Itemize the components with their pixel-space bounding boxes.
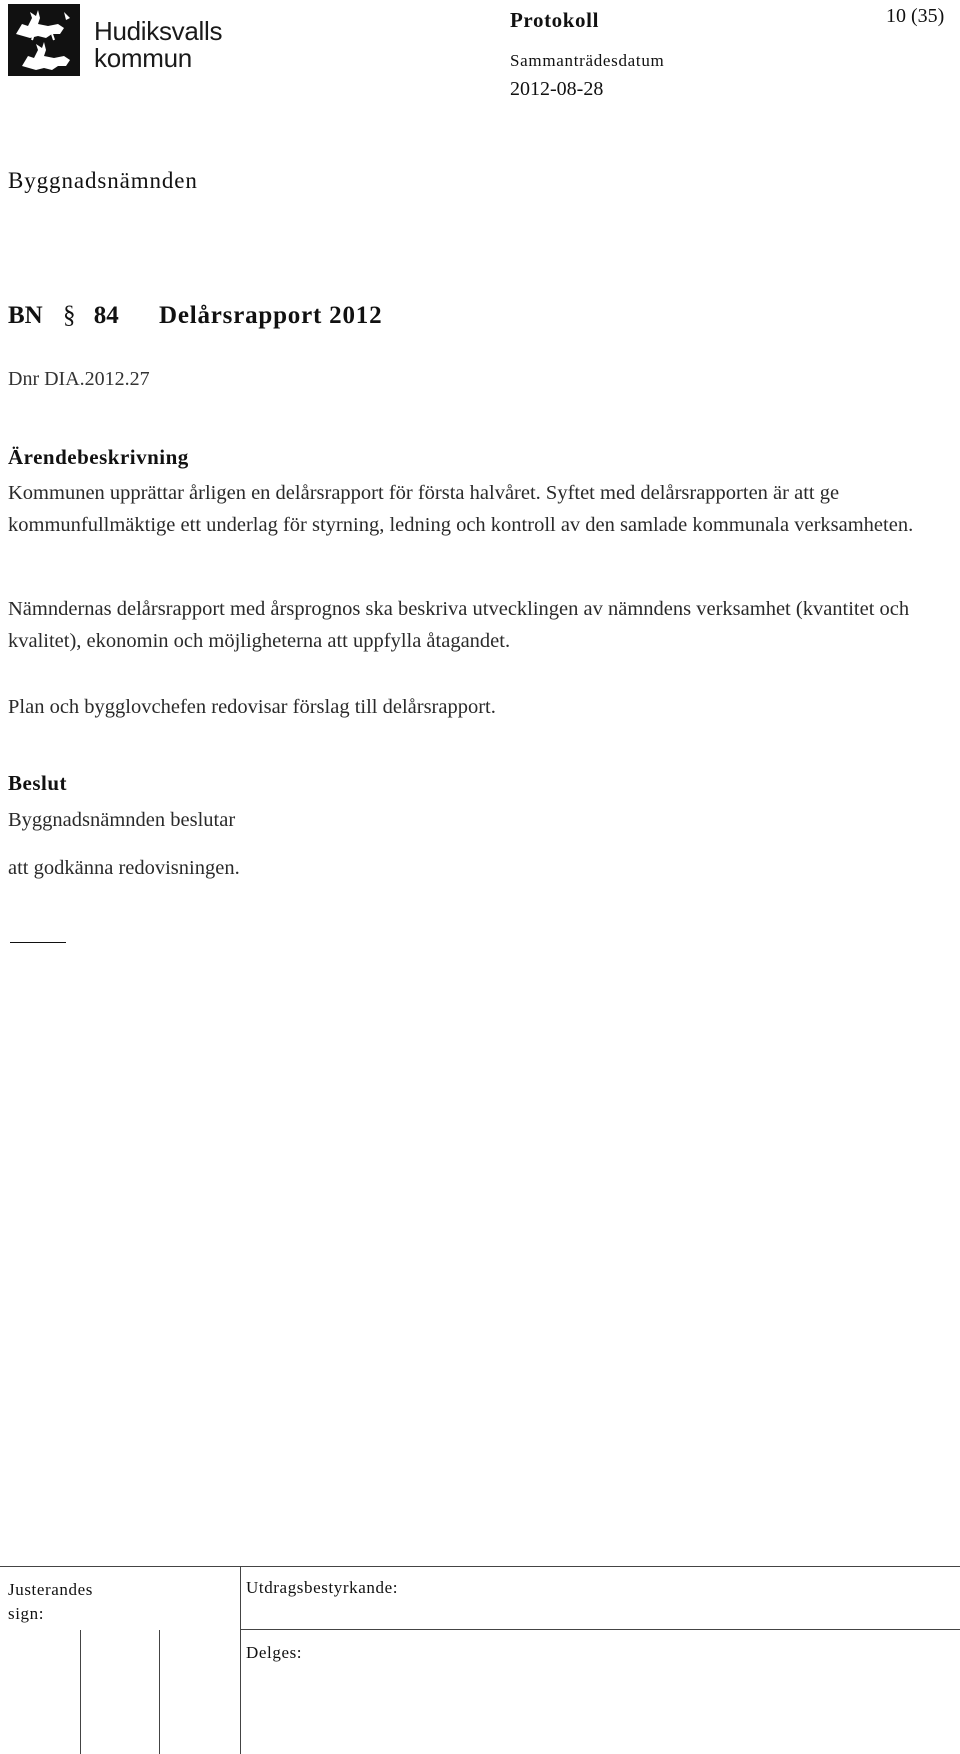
footer-divider	[240, 1566, 241, 1754]
logo-text-line2: kommun	[94, 43, 192, 73]
section-title: Delårsrapport 2012	[158, 302, 383, 329]
goat-emblem-icon	[8, 4, 80, 76]
logo-text-line1: Hudiksvalls	[94, 16, 223, 46]
page-indicator: 10 (35)	[886, 5, 945, 27]
distribution-label: Delges:	[246, 1643, 303, 1662]
logo-wordmark	[94, 18, 222, 72]
footer-top-border	[0, 1566, 960, 1567]
case-description-heading: Ärendebeskrivning	[8, 445, 189, 469]
paragraph-sign: §	[62, 302, 76, 329]
meeting-date-label: Sammanträdesdatum	[510, 51, 665, 70]
registration-number: Dnr DIA.2012.27	[8, 368, 150, 390]
adjusters-label-line1: Justerandes	[8, 1580, 93, 1599]
extract-certification-label: Utdragsbestyrkande:	[246, 1578, 399, 1597]
case-paragraph-1: Kommunen upprättar årligen en delårsrapport för första halvåret. Syftet med delårsrapporten är att ge kommunfullmäktige ett underlag för styrning, ledning och kontroll av den samlade kommunala verksamheten.	[8, 482, 914, 536]
separator-line	[10, 942, 66, 943]
signature-cell-divider-1	[80, 1630, 81, 1754]
section-number: 84	[93, 302, 119, 329]
signature-cell-divider-2	[159, 1630, 160, 1754]
department-name: Byggnadsnämnden	[8, 168, 198, 193]
document-type: Protokoll	[510, 8, 600, 32]
decision-heading: Beslut	[8, 771, 68, 795]
case-paragraph-2: Nämndernas delårsrapport med årsprognos ska beskriva utvecklingen av nämndens verksamhet (kvantitet och kvalitet), ekonomin och möjligheterna att uppfylla åtagandet.	[8, 598, 910, 652]
section-prefix: BN	[8, 302, 43, 329]
case-paragraph-3: Plan och bygglovchefen redovisar förslag till delårsrapport.	[8, 696, 496, 718]
adjusters-signature-label	[8, 1578, 93, 1626]
meeting-date: 2012-08-28	[510, 78, 604, 100]
decision-line-2: att godkänna redovisningen.	[8, 857, 240, 879]
municipality-logo	[8, 4, 248, 78]
section-heading	[8, 302, 382, 330]
footer-mid-border	[240, 1629, 960, 1630]
decision-line-1: Byggnadsnämnden beslutar	[8, 809, 236, 831]
adjusters-label-line2: sign:	[8, 1604, 45, 1623]
